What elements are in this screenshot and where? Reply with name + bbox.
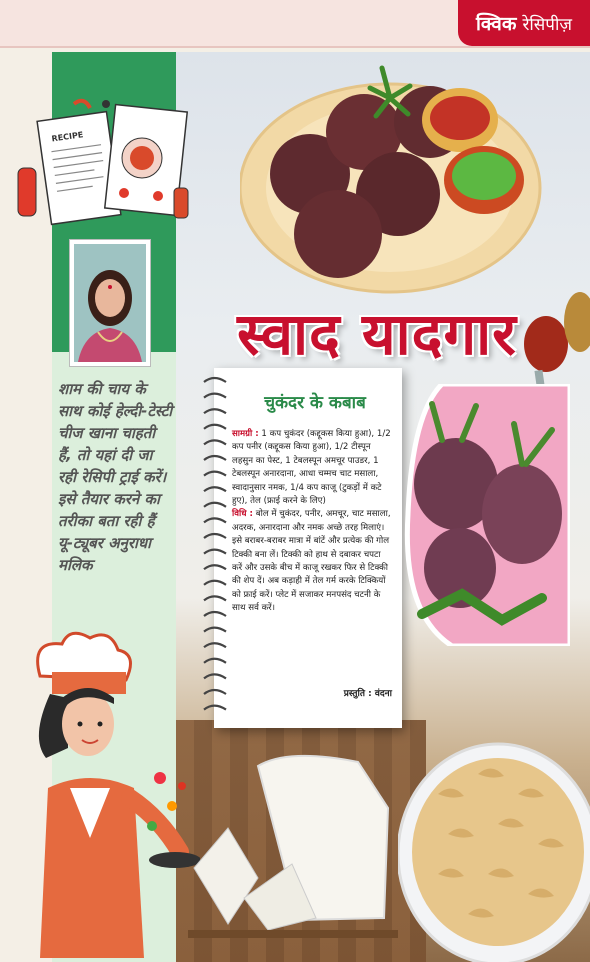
- ingredients-text: 1 कप चुकंदर (कद्दूकस किया हुआ), 1/2 कप पनीर (कद्दूकस किया हुआ), 1/2 टीस्पून लहसुन का पेस्ट, 1 टेबलस्पून अमचूर पाउडर, 1 टेबलस्पून अनारदाना, आधा चम्मच चाट मसाला, स्वादानुसार नमक, 1/4 कप काजू (टुकड़ों में कटे हुए), तेल (फ्राई करने के लिए): [232, 429, 391, 507]
- chef-illustration: [10, 628, 200, 958]
- spiral-ring: [204, 472, 226, 476]
- spiral-ring: [204, 628, 226, 632]
- method-label: विधि :: [232, 509, 253, 520]
- recipe-body: [232, 428, 392, 616]
- spiral-ring: [204, 409, 226, 413]
- spiral-ring: [204, 440, 226, 444]
- method-text: बोल में चुकंदर, पनीर, अमचूर, चाट मसाला, अदरक, अनारदाना और नमक अच्छे तरह मिलाएं। इसे बराबर-बराबर मात्रा में बांटें और प्रत्येक की गोल टिक्की बना लें। टिक्की को हाथ से दबाकर चपटा करें और उसके बीच में काजू रखकर फिर से टिक्की की शेप दें। अब कड़ाही में तेल गर्म करके टिक्कियों को फ्राई करें। प्लेट में सजाकर मनपसंद चटनी के साथ सर्व करें।: [232, 509, 391, 614]
- spiral-ring: [204, 487, 226, 491]
- author-photo: [70, 240, 150, 366]
- kebab-plate-photo: [240, 58, 562, 296]
- section-tag-bold: क्विक: [476, 13, 517, 35]
- book-label: RECIPE: [51, 130, 84, 144]
- spiral-ring: [204, 706, 226, 710]
- spiral-ring: [204, 503, 226, 507]
- page-title: स्वाद यादगार: [237, 300, 517, 368]
- spiral-ring: [204, 674, 226, 678]
- spiral-ring: [204, 518, 226, 522]
- recipe-book-illustration: [14, 98, 194, 228]
- spiral-ring: [204, 550, 226, 554]
- spiral-ring: [204, 425, 226, 429]
- spiral-ring: [204, 596, 226, 600]
- spiral-ring: [204, 659, 226, 663]
- section-tag-regular: रेसिपीज़: [522, 14, 572, 35]
- beetroot-photo: [402, 384, 570, 646]
- intro-text: शाम की चाय के साथ कोई हेल्दी-टेस्टी चीज खाना चाहती हैं, तो यहां दी जा रही रेसिपी ट्राई करें। इसे तैयार करने का तरीका बता रही हैं यू-ट्यूबर अनुराधा मलिक: [58, 380, 173, 574]
- paneer-photo: [188, 748, 398, 938]
- spiral-ring: [204, 456, 226, 460]
- spiral-ring: [204, 394, 226, 398]
- recipe-credit: प्रस्तुति : वंदना: [343, 689, 392, 699]
- spiral-ring: [204, 612, 226, 616]
- section-tag: [458, 0, 590, 46]
- recipe-name: चुकंदर के कबाब: [264, 393, 366, 413]
- spiral-ring: [204, 565, 226, 569]
- spiral-ring: [204, 581, 226, 585]
- spiral-ring: [204, 378, 226, 382]
- spiral-ring: [204, 534, 226, 538]
- spiral-ring: [204, 643, 226, 647]
- notebook-spiral: [200, 374, 230, 724]
- spiral-ring: [204, 690, 226, 694]
- ingredients-label: सामग्री :: [232, 429, 259, 439]
- cashew-bowl-photo: [398, 724, 590, 962]
